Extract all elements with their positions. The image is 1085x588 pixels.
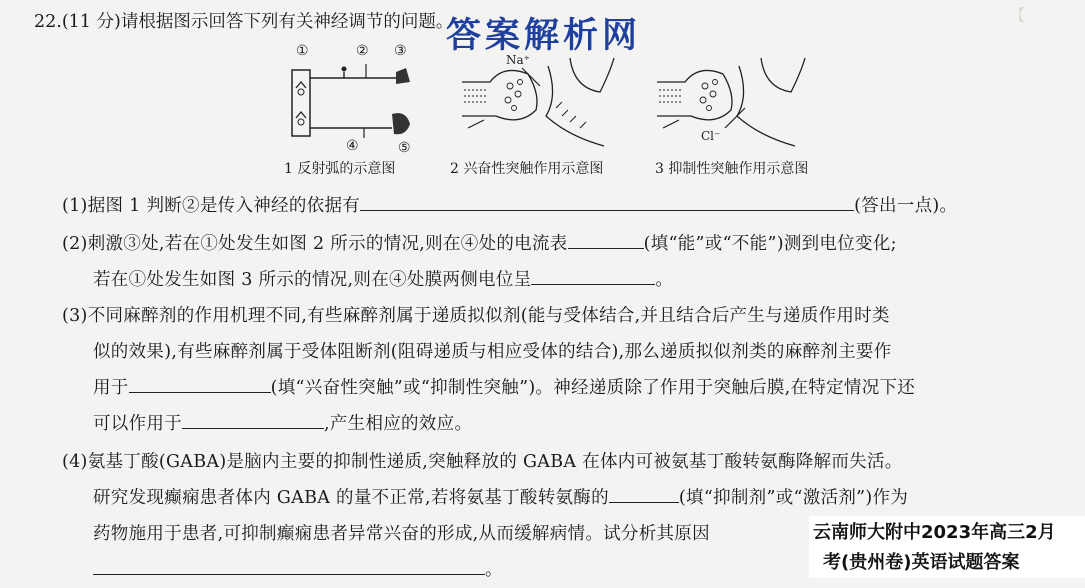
inhibitory-synapse-diagram xyxy=(655,48,815,156)
part4-line2 xyxy=(93,484,908,509)
fig1-label-4: ④ xyxy=(346,138,359,154)
part3-answer-blank1[interactable] xyxy=(129,374,271,393)
bleed-through-text: 【 xyxy=(1010,6,1026,24)
part2-line2 xyxy=(93,266,673,291)
part3-line4 xyxy=(93,410,472,435)
fig3-caption: 3 抑制性突触作用示意图 xyxy=(655,161,809,177)
part3-line3 xyxy=(93,374,915,399)
watermark-logo: 答案解析网 xyxy=(446,16,642,56)
part4-line3: 药物施用于患者,可抑制癫痫患者异常兴奋的形成,从而缓解病情。试分析其原因 xyxy=(93,524,710,544)
fig3-ion-label: Cl⁻ xyxy=(701,129,721,143)
part3-answer-blank2[interactable] xyxy=(182,410,324,429)
footer-label-line1: 云南师大附中2023年高三2月 xyxy=(809,516,1085,546)
part1-line xyxy=(62,192,957,217)
fig1-label-3: ③ xyxy=(394,43,407,59)
part3-text3: 用于 xyxy=(93,378,129,398)
part2-text2: 若在①处发生如图 3 所示的情况,则在④处膜两侧电位呈 xyxy=(93,270,532,290)
fig1-label-1: ① xyxy=(296,43,309,59)
part4-answer-blank1[interactable] xyxy=(609,484,679,503)
part3-end: ,产生相应的效应。 xyxy=(324,414,473,434)
fig1-label-5: ⑤ xyxy=(398,140,411,154)
part2-end: 。 xyxy=(655,270,674,290)
fig1-caption: 1 反射弧的示意图 xyxy=(284,161,396,177)
part3-line2: 似的效果),有些麻醉剂属于受体阻断剂(阻碍递质与相应受体的结合),那么递质拟似剂类的麻醉剂主要作 xyxy=(93,342,892,362)
footer-label-line2: 考(贵州卷)英语试题答案 xyxy=(809,546,1085,578)
excitatory-synapse-diagram xyxy=(460,48,625,156)
reflex-arc-diagram xyxy=(284,42,424,154)
fig1-label-2: ② xyxy=(356,43,369,59)
part2-hint1: (填“能”或“不能”)测到电位变化; xyxy=(643,234,897,254)
part2-answer-blank2[interactable] xyxy=(531,266,655,285)
fig2-ion-label: Na⁺ xyxy=(506,53,530,67)
part4-line1: (4)氨基丁酸(GABA)是脑内主要的抑制性递质,突触释放的 GABA 在体内可被氨基丁酸转氨酶降解而失活。 xyxy=(62,452,903,472)
part4-end: 。 xyxy=(485,560,503,580)
part4-hint2: (填“抑制剂”或“激活剂”)作为 xyxy=(678,488,909,508)
part2-text1: (2)刺激③处,若在①处发生如图 2 所示的情况,则在④处的电流表 xyxy=(62,234,568,254)
part2-answer-blank1[interactable] xyxy=(568,230,644,249)
part3-hint3: (填“兴奋性突触”或“抑制性突触”)。神经递质除了作用于突触后膜,在特定情况下还 xyxy=(270,378,916,398)
part4-line4 xyxy=(93,556,503,581)
part4-answer-blank2[interactable] xyxy=(93,556,485,575)
part1-hint: (答出一点)。 xyxy=(854,196,958,216)
question-title: 22.(11 分)请根据图示回答下列有关神经调节的问题。 xyxy=(34,12,454,32)
part4-text2: 研究发现癫痫患者体内 GABA 的量不正常,若将氨基丁酸转氨酶的 xyxy=(93,488,609,508)
part3-line1: (3)不同麻醉剂的作用机理不同,有些麻醉剂属于递质拟似剂(能与受体结合,并且结合后产生与递质作用时类 xyxy=(62,306,890,326)
part1-answer-blank[interactable] xyxy=(360,192,854,211)
part3-text4: 可以作用于 xyxy=(93,414,182,434)
fig2-caption: 2 兴奋性突触作用示意图 xyxy=(450,161,604,177)
part1-text: (1)据图 1 判断②是传入神经的依据有 xyxy=(62,196,361,216)
part2-line1 xyxy=(62,230,897,255)
